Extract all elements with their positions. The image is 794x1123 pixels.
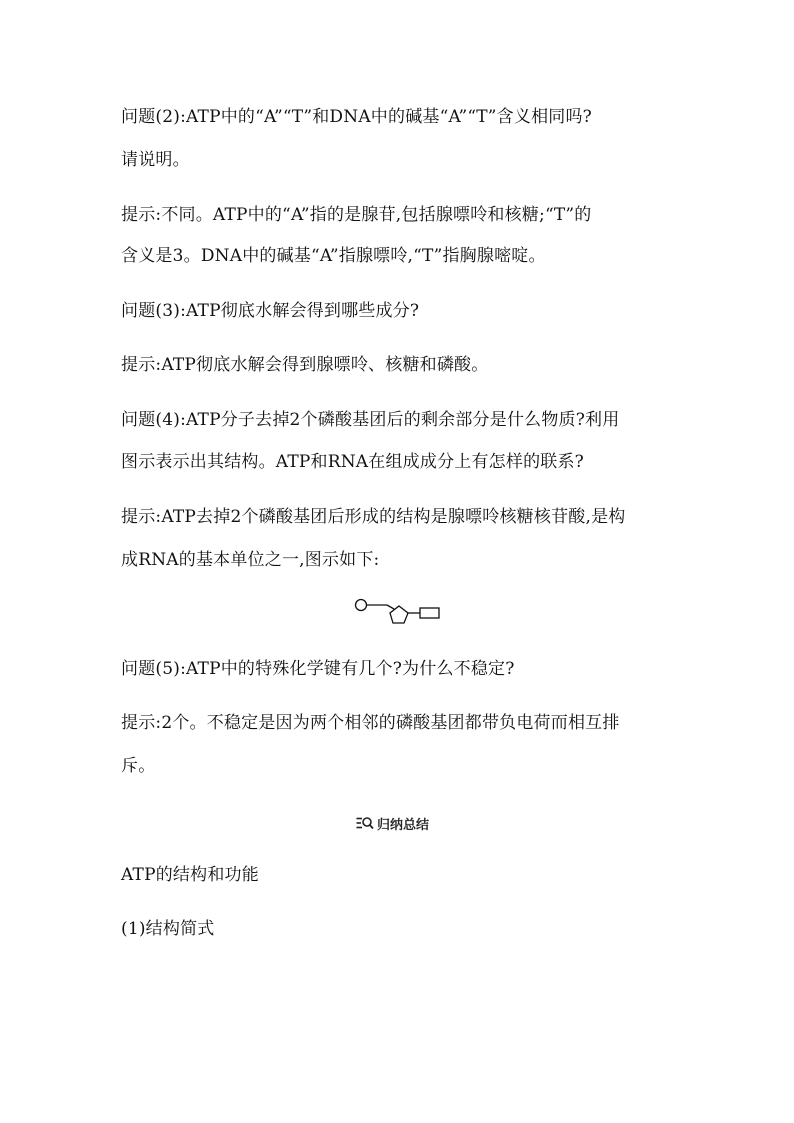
question-4-line-2: 图示表示出其结构。ATP和RNA在组成成分上有怎样的联系? bbox=[121, 452, 584, 472]
question-3-line: 问题(3):ATP彻底水解会得到哪些成分? bbox=[121, 301, 420, 321]
summary-heading bbox=[356, 813, 429, 833]
section-subtitle: (1)结构简式 bbox=[121, 919, 215, 939]
nucleotide-structure-diagram bbox=[350, 595, 446, 629]
hint-5-line-2: 斥。 bbox=[121, 756, 156, 776]
adenine-rectangle bbox=[420, 608, 439, 618]
question-4-line-1: 问题(4):ATP分子去掉2个磷酸基团后的剩余部分是什么物质?利用 bbox=[121, 410, 620, 430]
hint-4-line-2: 成RNA的基本单位之一,图示如下: bbox=[121, 550, 380, 570]
phosphate-circle bbox=[356, 600, 367, 611]
summary-title: 归纳总结 bbox=[377, 817, 430, 833]
hint-5-line-1: 提示:2个。不稳定是因为两个相邻的磷酸基团都带负电荷而相互排 bbox=[121, 713, 620, 733]
question-2-line-2: 请说明。 bbox=[121, 150, 190, 170]
question-2-line-1: 问题(2):ATP中的“A”“T”和DNA中的碱基“A”“T”含义相同吗? bbox=[121, 107, 592, 127]
question-5-line: 问题(5):ATP中的特殊化学键有几个?为什么不稳定? bbox=[121, 659, 515, 679]
hint-2-line-2: 含义是3。DNA中的碱基“A”指腺嘌呤,“T”指胸腺嘧啶。 bbox=[121, 246, 546, 266]
sugar-bond-line bbox=[387, 605, 394, 609]
search-list-icon bbox=[356, 816, 374, 830]
hint-3-line: 提示:ATP彻底水解会得到腺嘌呤、核糖和磷酸。 bbox=[121, 355, 489, 375]
hint-4-line-1: 提示:ATP去掉2个磷酸基团后形成的结构是腺嘌呤核糖核苷酸,是构 bbox=[121, 507, 626, 527]
section-title: ATP的结构和功能 bbox=[121, 865, 259, 885]
hint-2-line-1: 提示:不同。ATP中的“A”指的是腺苷,包括腺嘌呤和核糖;“T”的 bbox=[121, 205, 592, 225]
